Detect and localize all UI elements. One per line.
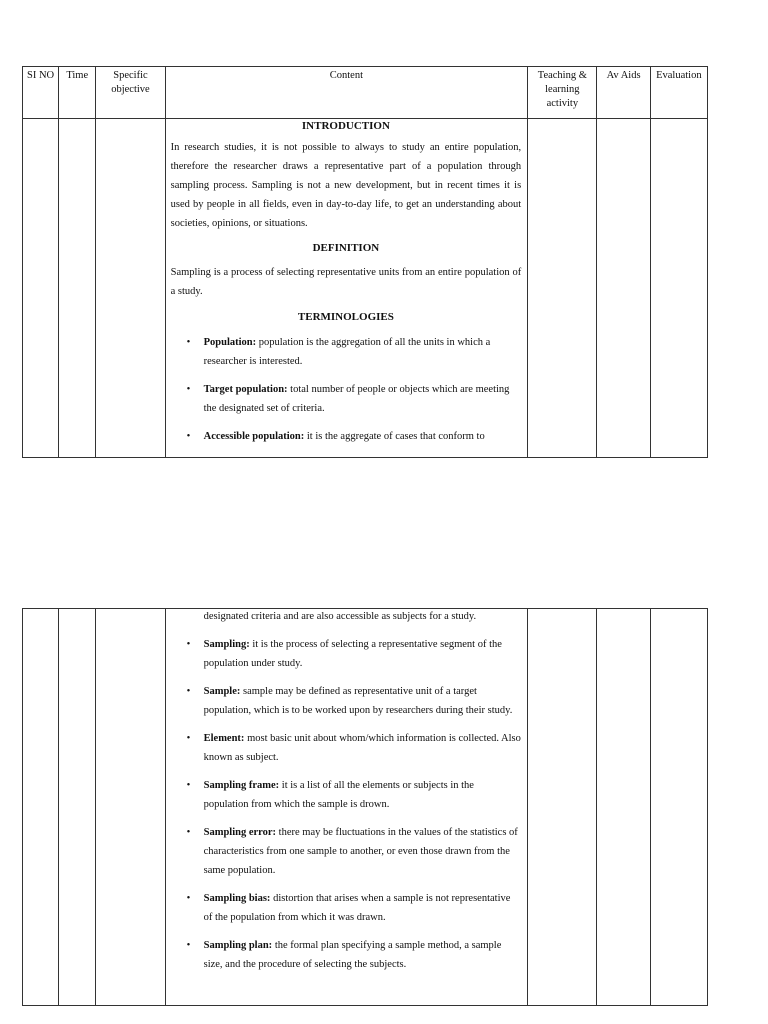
- cell-specific-objective: [96, 609, 165, 1006]
- list-item: • Accessible population: it is the aggregate of cases that conform to: [204, 427, 522, 446]
- list-item: • Target population: total number of people or objects which are meeting the designated set of criteria.: [204, 380, 522, 418]
- terminologies-heading: TERMINOLOGIES: [297, 311, 394, 323]
- definition-text: Sampling is a process of selecting representative units from an entire population of a study.: [170, 267, 522, 297]
- introduction-text: In research studies, it is not possible to always to study an entire population, therefore the researcher draws a representative part of a population through sampling process. Sampling is not a new development, but in recent times it is used by people in all fields, even in day-to-day life, to get an understanding about societies, opinions, or situations.: [170, 142, 522, 229]
- introduction-heading: INTRODUCTION: [301, 120, 390, 132]
- list-item: • Sample: sample may be defined as representative unit of a target population, which is to be worked upon by researchers during their study.: [204, 682, 522, 720]
- lesson-plan-table-page-1: [22, 66, 708, 458]
- list-item: • Sampling error: there may be fluctuations in the values of the statistics of characteristics from one sample to another, or even those drawn from the same population.: [204, 823, 522, 880]
- cell-specific-objective: [96, 119, 165, 458]
- list-item: • Sampling: it is the process of selecting a representative segment of the population under study.: [204, 635, 522, 673]
- header-row: [23, 67, 708, 119]
- list-item: • Sampling bias: distortion that arises when a sample is not representative of the population from which it was drawn.: [204, 889, 522, 927]
- header-teaching-learning: Teaching & learning activity: [528, 67, 597, 119]
- definition-heading: DEFINITION: [312, 242, 380, 254]
- terminology-list: [171, 333, 522, 446]
- list-item-continuation: designated criteria and are also accessible as subjects for a study.: [203, 611, 477, 622]
- cell-content: [165, 119, 528, 458]
- cell-evaluation: [650, 119, 707, 458]
- cell-time: [59, 609, 96, 1006]
- table-row: [23, 609, 708, 1006]
- list-item: • Population: population is the aggregation of all the units in which a researcher is interested.: [204, 333, 522, 371]
- header-sl-no: SI NO: [23, 67, 59, 119]
- cell-teaching-learning: [528, 609, 597, 1006]
- list-item: • Sampling plan: the formal plan specifying a sample method, a sample size, and the procedure of selecting the subjects.: [204, 936, 522, 974]
- cell-time: [59, 119, 96, 458]
- list-item: • Sampling frame: it is a list of all the elements or subjects in the population from which the sample is drown.: [204, 776, 522, 814]
- cell-av-aids: [597, 119, 650, 458]
- terminology-list-continued: [171, 609, 522, 974]
- cell-content: [165, 609, 528, 1006]
- cell-av-aids: [597, 609, 650, 1006]
- table-row: [23, 119, 708, 458]
- header-av-aids: Av Aids: [597, 67, 650, 119]
- list-item: • Element: most basic unit about whom/which information is collected. Also known as subject.: [204, 729, 522, 767]
- header-content: Content: [165, 67, 528, 119]
- header-evaluation: Evaluation: [650, 67, 707, 119]
- lesson-plan-table-page-2: [22, 608, 708, 1006]
- header-specific-objective: Specific objective: [96, 67, 165, 119]
- cell-evaluation: [650, 609, 707, 1006]
- header-time: Time: [59, 67, 96, 119]
- cell-teaching-learning: [528, 119, 597, 458]
- cell-sl-no: [23, 119, 59, 458]
- cell-sl-no: [23, 609, 59, 1006]
